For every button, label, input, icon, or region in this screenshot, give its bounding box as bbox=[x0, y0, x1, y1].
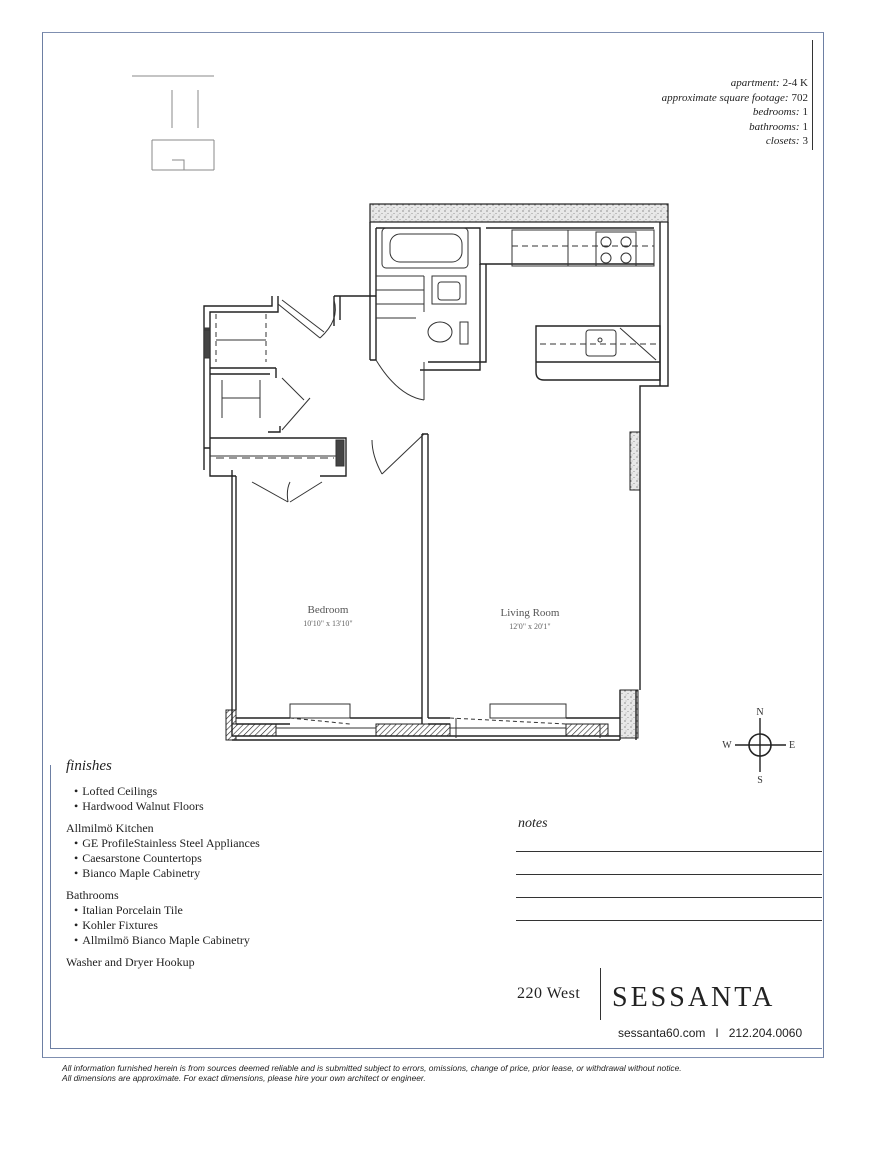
kitchen-finishes bbox=[66, 836, 366, 881]
disclaimer-line: All dimensions are approximate. For exact dimensions, please hire your own architect or engineer. bbox=[62, 1073, 426, 1083]
list-item: • Allmilmö Bianco Maple Cabinetry bbox=[74, 933, 366, 948]
room-name: Living Room bbox=[500, 607, 560, 619]
finishes-list bbox=[66, 758, 366, 970]
brand-logo: SESSANTA bbox=[612, 982, 776, 1013]
phone-number: 212.204.0060 bbox=[728, 1026, 803, 1040]
notes-line bbox=[516, 874, 822, 875]
room-name: Bedroom bbox=[307, 604, 349, 616]
list-item: • Kohler Fixtures bbox=[74, 918, 366, 933]
brand-address: 220 West bbox=[517, 985, 581, 1002]
exterior-wall bbox=[370, 204, 668, 222]
compass-n: N bbox=[756, 707, 764, 718]
kitchen-appliances bbox=[512, 230, 660, 360]
brand-divider bbox=[600, 968, 601, 1020]
frame-divider bbox=[50, 765, 51, 1048]
spec-apartment: apartment: 2-4 K bbox=[730, 77, 808, 89]
list-item: • Bianco Maple Cabinetry bbox=[74, 866, 366, 881]
compass-w: W bbox=[722, 740, 732, 751]
finishes-heading: finishes bbox=[66, 758, 112, 774]
walls bbox=[204, 222, 668, 740]
website-link[interactable]: sessanta60.com bbox=[618, 1026, 706, 1040]
notes-line bbox=[516, 920, 822, 921]
exterior-wall bbox=[376, 724, 450, 736]
key-plan bbox=[132, 76, 214, 170]
general-finishes bbox=[66, 784, 366, 814]
spec-closets: closets: 3 bbox=[765, 135, 808, 147]
bathrooms-title: Bathrooms bbox=[66, 888, 119, 902]
exterior-wall bbox=[566, 724, 608, 736]
contact-separator: I bbox=[715, 1026, 719, 1040]
kitchen-title: Allmilmö Kitchen bbox=[66, 821, 154, 835]
notes-label: notes bbox=[518, 816, 548, 831]
brand-contact bbox=[618, 1026, 802, 1040]
exterior-wall bbox=[232, 724, 276, 736]
spec-bedrooms: bedrooms: 1 bbox=[752, 106, 808, 118]
washer-dryer: Washer and Dryer Hookup bbox=[66, 955, 195, 969]
disclaimer bbox=[62, 1063, 822, 1083]
list-item: • Hardwood Walnut Floors bbox=[74, 799, 366, 814]
bathroom-finishes bbox=[66, 903, 366, 948]
disclaimer-line: All information furnished herein is from sources deemed reliable and is submitted subject to errors, omissions, change of price, prior lease, or withdrawal without notice. bbox=[62, 1063, 682, 1073]
compass-e: E bbox=[788, 740, 796, 751]
bathroom-fixtures bbox=[376, 228, 468, 400]
frame-divider bbox=[50, 1048, 822, 1049]
list-item: • GE ProfileStainless Steel Appliances bbox=[74, 836, 366, 851]
list-item: • Caesarstone Countertops bbox=[74, 851, 366, 866]
notes-line bbox=[516, 851, 822, 852]
spec-square-footage: approximate square footage: 702 bbox=[661, 91, 808, 104]
spec-bathrooms: bathrooms: 1 bbox=[749, 120, 808, 133]
compass-s: S bbox=[757, 775, 763, 786]
list-item: • Lofted Ceilings bbox=[74, 784, 366, 799]
compass bbox=[722, 707, 795, 786]
notes-line bbox=[516, 897, 822, 898]
list-item: • Italian Porcelain Tile bbox=[74, 903, 366, 918]
exterior-wall bbox=[630, 432, 640, 490]
room-dimensions: 10'10" x 13'10" bbox=[303, 619, 353, 628]
room-dimensions: 12'0" x 20'1" bbox=[509, 622, 551, 631]
closets-doors bbox=[204, 300, 424, 502]
